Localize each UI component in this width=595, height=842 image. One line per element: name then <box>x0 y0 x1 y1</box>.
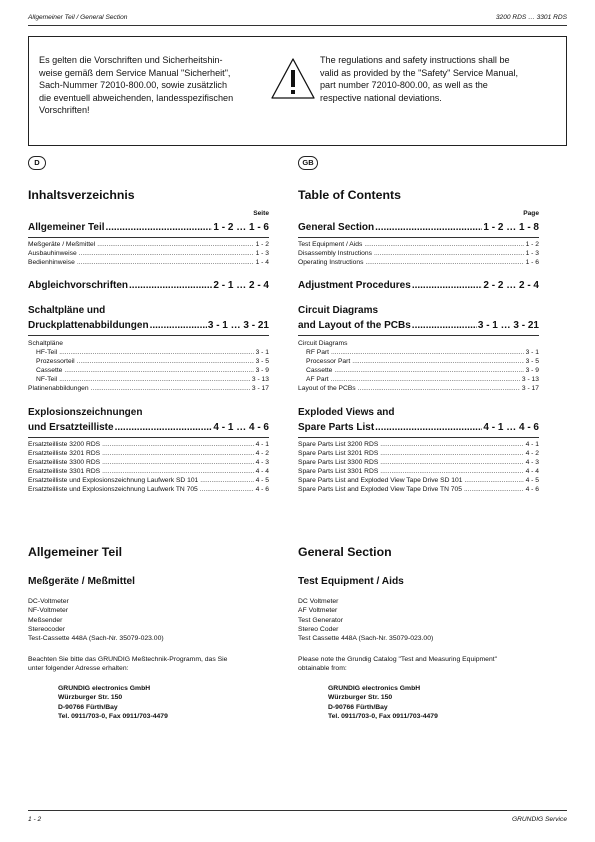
toc-row <box>298 220 539 238</box>
text-line: Vorschriften! <box>39 105 90 116</box>
section-title-de: Allgemeiner Teil <box>28 545 123 559</box>
list-item <box>28 440 269 449</box>
list-item <box>298 240 539 249</box>
page-reference: 4 - 4 <box>525 468 539 476</box>
text-line: D-90766 Fürth/Bay <box>328 703 388 711</box>
toc-row <box>28 303 269 318</box>
catalog-note-de <box>28 655 269 674</box>
text-line: D-90766 Fürth/Bay <box>58 703 118 711</box>
leader-dots <box>150 318 207 333</box>
text-line: The regulations and safety instructions shall be <box>320 55 510 65</box>
list-item <box>28 366 269 375</box>
page-reference: 3 - 5 <box>255 358 269 366</box>
toc-subitems-1-de <box>28 240 269 267</box>
page-reference: 4 - 1 <box>525 441 539 448</box>
page-reference: 3 - 17 <box>251 385 269 393</box>
list-item <box>28 458 269 467</box>
toc-subitems-4-gb <box>298 440 539 495</box>
leader-dots <box>374 249 524 258</box>
leader-dots <box>106 220 213 235</box>
list-item <box>28 348 269 357</box>
text-line: Ersatzteilliste und Explosionszeichnung Laufwerk SD 101 <box>28 477 199 485</box>
text-line: Es gelten die Vorschriften und Sicherheitshin- <box>39 55 223 65</box>
list-item <box>298 366 539 375</box>
text-line: Test-Cassette 448A (Sach-Nr. 35079-023.00) <box>28 635 164 643</box>
page-reference: 4 - 6 <box>255 486 269 494</box>
page-number: 1 - 2 <box>28 816 42 823</box>
page-reference: 4 - 2 <box>525 450 539 458</box>
toc-row <box>298 339 539 348</box>
section-subtitle-gb: Test Equipment / Aids <box>298 576 404 587</box>
german-column <box>28 0 269 842</box>
text-line: 3 - 1 … 3 - 21 <box>207 320 269 331</box>
toc-subitems-1-gb <box>298 240 539 267</box>
list-item <box>28 375 269 384</box>
leader-dots <box>334 366 523 375</box>
leader-dots <box>364 240 523 249</box>
text-line: Tel. 0911/703-0, Fax 0911/703-4479 <box>58 712 168 720</box>
leader-dots <box>102 467 254 476</box>
text-line: Abgleichvorschriften <box>28 280 129 291</box>
text-line: AF Part <box>306 376 329 384</box>
page-reference: 1 - 3 <box>255 250 269 258</box>
page-footer <box>28 816 567 823</box>
text-line: GRUNDIG electronics GmbH <box>58 685 151 692</box>
leader-dots <box>91 384 250 393</box>
page-reference: 4 - 4 <box>255 468 269 476</box>
text-line: und Ersatzteilliste <box>28 422 114 433</box>
toc-section-4-de <box>28 405 269 438</box>
list-item <box>28 449 269 458</box>
page-reference: 4 - 3 <box>525 459 539 467</box>
text-line: Cassette <box>306 367 333 375</box>
list-item <box>298 458 539 467</box>
list-item <box>298 384 539 393</box>
text-line: 4 - 1 … 4 - 6 <box>483 422 539 433</box>
text-line: 3 - 1 … 3 - 21 <box>477 320 539 331</box>
page-column-label-de: Seite <box>253 210 269 217</box>
page-reference: 3 - 1 <box>525 349 539 357</box>
text-line: Spare Parts List 3301 RDS <box>298 468 379 476</box>
text-line: Exploded Views and <box>298 407 395 418</box>
text-line: Sach-Nummer 72010-800.00, sowie zusätzlich <box>39 80 228 91</box>
text-line: Please note the Grundig Catalog "Test and Measuring Equipment" <box>298 656 498 663</box>
list-item <box>298 348 539 357</box>
list-item <box>28 485 269 494</box>
text-line: Beachten Sie bitte das GRUNDIG Meßtechnik-Programm, das Sie <box>28 656 228 663</box>
text-line: Circuit Diagrams <box>298 305 379 316</box>
text-line: HF-Teil <box>36 349 58 357</box>
toc-row <box>28 278 269 293</box>
toc-row <box>298 420 539 438</box>
address-block-gb <box>328 684 438 721</box>
page-reference: 4 - 5 <box>525 477 539 485</box>
toc-section-2-gb <box>298 278 539 293</box>
toc-row <box>28 318 269 336</box>
text-line: Tel. 0911/703-0, Fax 0911/703-4479 <box>328 712 438 720</box>
leader-dots <box>331 375 520 384</box>
page-reference: 1 - 2 <box>525 241 539 248</box>
address-block-de <box>58 684 168 721</box>
text-line: Würzburger Str. 150 <box>328 694 393 702</box>
leader-dots <box>464 476 523 485</box>
text-line: unter folgender Adresse erhalten: <box>28 665 129 673</box>
list-item <box>298 440 539 449</box>
language-badge-gb: GB <box>298 156 318 170</box>
text-line: Spare Parts List 3200 RDS <box>298 441 379 448</box>
text-line: Allgemeiner Teil <box>28 222 105 233</box>
leader-dots <box>129 278 212 293</box>
list-item <box>28 467 269 476</box>
footer-rule <box>28 810 567 811</box>
list-item <box>28 258 269 267</box>
toc-section-3-de <box>28 303 269 336</box>
toc-title-de: Inhaltsverzeichnis <box>28 188 135 202</box>
header-left: Allgemeiner Teil / General Section <box>28 14 128 21</box>
text-line: respective national deviations. <box>320 92 442 103</box>
text-line: Ersatzteilliste 3300 RDS <box>28 459 101 467</box>
header-right: 3200 RDS … 3301 RDS <box>495 14 567 21</box>
page-reference: 3 - 17 <box>521 385 539 393</box>
leader-dots <box>464 485 524 494</box>
leader-dots <box>358 384 520 393</box>
text-line: Test Generator <box>298 616 343 624</box>
text-line: General Section <box>298 222 375 233</box>
leader-dots <box>375 220 482 235</box>
toc-row <box>298 303 539 318</box>
equipment-list-gb <box>298 597 539 643</box>
text-line: 1 - 2 … 1 - 8 <box>483 222 539 233</box>
page-reference: 4 - 3 <box>255 459 269 467</box>
text-line: Ersatzteilliste und Explosionszeichnung Laufwerk TN 705 <box>28 486 198 494</box>
leader-dots <box>64 366 253 375</box>
text-line: DC-Voltmeter <box>28 598 69 605</box>
text-line: Spare Parts List and Exploded View Tape Drive TN 705 <box>298 486 462 494</box>
page-reference: 3 - 9 <box>255 367 269 375</box>
toc-subitems-3-de <box>28 339 269 394</box>
text-line: Spare Parts List 3300 RDS <box>298 459 379 467</box>
leader-dots <box>331 348 524 357</box>
page-reference: 1 - 6 <box>525 259 539 267</box>
toc-row <box>298 318 539 336</box>
page-reference: 4 - 2 <box>255 450 269 458</box>
toc-title-gb: Table of Contents <box>298 188 401 202</box>
page-reference: 4 - 6 <box>525 486 539 494</box>
leader-dots <box>77 258 254 267</box>
page-reference: 3 - 5 <box>525 358 539 366</box>
text-line: 1 - 2 … 1 - 6 <box>213 222 269 233</box>
text-line: Schaltpläne <box>28 340 63 347</box>
text-line: part number 72010-800.00, as well as the <box>320 80 488 91</box>
toc-section-3-gb <box>298 303 539 336</box>
text-line: Layout of the PCBs <box>298 385 356 393</box>
text-line: NF-Voltmeter <box>28 607 69 615</box>
language-badge-de: D <box>28 156 46 170</box>
toc-section-1-de <box>28 220 269 238</box>
english-column <box>298 0 539 842</box>
toc-subitems-4-de <box>28 440 269 495</box>
page-reference: 3 - 13 <box>251 376 269 384</box>
text-line: Spare Parts List and Exploded View Tape Drive SD 101 <box>298 477 463 485</box>
list-item <box>28 249 269 258</box>
catalog-note-gb <box>298 655 539 674</box>
section-title-gb: General Section <box>298 545 392 559</box>
leader-dots <box>102 449 254 458</box>
text-line: Operating Instructions <box>298 259 364 267</box>
list-item <box>28 384 269 393</box>
toc-row <box>28 339 269 348</box>
toc-section-4-gb <box>298 405 539 438</box>
page-reference: 1 - 3 <box>525 250 539 258</box>
page-reference: 4 - 5 <box>255 477 269 485</box>
text-line: 4 - 1 … 4 - 6 <box>213 422 269 433</box>
text-line: Test Equipment / Aids <box>298 241 363 248</box>
list-item <box>28 476 269 485</box>
leader-dots <box>59 375 250 384</box>
leader-dots <box>380 458 523 467</box>
page-reference: 1 - 2 <box>255 241 269 248</box>
text-line: and Layout of the PCBs <box>298 320 411 331</box>
list-item <box>298 357 539 366</box>
page-reference: 1 - 4 <box>255 259 269 267</box>
text-line: Spare Parts List <box>298 422 375 433</box>
text-line: Stereo Coder <box>298 625 339 633</box>
text-line: valid as provided by the "Safety" Service Manual, <box>320 67 519 78</box>
list-item <box>298 375 539 384</box>
list-item <box>28 240 269 249</box>
page-reference: 4 - 1 <box>255 441 269 448</box>
leader-dots <box>115 420 213 435</box>
text-line: Explosionszeichnungen <box>28 407 143 418</box>
text-line: Prozessorteil <box>36 358 75 366</box>
text-line: obtainable from: <box>298 665 347 673</box>
text-line: Platinenabbildungen <box>28 385 89 393</box>
page-reference: 3 - 9 <box>525 367 539 375</box>
text-line: weise gemäß dem Service Manual "Sicherheit", <box>39 67 231 78</box>
toc-section-1-gb <box>298 220 539 238</box>
equipment-list-de <box>28 597 269 643</box>
text-line: Würzburger Str. 150 <box>58 694 123 702</box>
text-line: Adjustment Procedures <box>298 280 411 291</box>
text-line: Ersatzteilliste 3301 RDS <box>28 468 101 476</box>
list-item <box>298 449 539 458</box>
leader-dots <box>412 318 477 333</box>
text-line: NF-Teil <box>36 376 58 384</box>
leader-dots <box>380 449 523 458</box>
text-line: Ersatzteilliste 3201 RDS <box>28 450 101 458</box>
list-item <box>298 485 539 494</box>
list-item <box>298 476 539 485</box>
toc-row <box>28 220 269 238</box>
page-reference: 3 - 13 <box>521 376 539 384</box>
toc-row <box>28 405 269 420</box>
leader-dots <box>380 440 523 449</box>
leader-dots <box>200 476 253 485</box>
leader-dots <box>375 420 482 435</box>
leader-dots <box>77 357 254 366</box>
text-line: Bedienhinweise <box>28 259 75 267</box>
footer-brand: GRUNDIG Service <box>512 816 567 823</box>
text-line: 2 - 2 … 2 - 4 <box>483 280 539 291</box>
leader-dots <box>412 278 483 293</box>
text-line: Schaltpläne und <box>28 305 106 316</box>
text-line: Disassembly Instructions <box>298 250 372 258</box>
text-line: Test Cassette 448A (Sach-Nr. 35079-023.00) <box>298 635 434 643</box>
toc-row <box>298 405 539 420</box>
toc-row <box>298 278 539 293</box>
leader-dots <box>102 458 254 467</box>
text-line: Cassette <box>36 367 63 375</box>
text-line: AF Voltmeter <box>298 607 338 615</box>
list-item <box>298 467 539 476</box>
list-item <box>298 249 539 258</box>
toc-section-2-de <box>28 278 269 293</box>
list-item <box>298 258 539 267</box>
text-line: Processor Part <box>306 358 351 366</box>
text-line: Stereocoder <box>28 625 66 633</box>
leader-dots <box>97 240 253 249</box>
leader-dots <box>79 249 254 258</box>
toc-row <box>28 420 269 438</box>
text-line: Ersatzteilliste 3200 RDS <box>28 441 101 448</box>
page-reference: 3 - 1 <box>255 349 269 357</box>
leader-dots <box>59 348 253 357</box>
toc-subitems-3-gb <box>298 339 539 394</box>
text-line: Meßsender <box>28 616 63 624</box>
text-line: Druckplattenabbildungen <box>28 320 149 331</box>
page-column-label-gb: Page <box>523 210 539 217</box>
leader-dots <box>200 485 254 494</box>
text-line: Circuit Diagrams <box>298 340 348 347</box>
list-item <box>28 357 269 366</box>
text-line: 2 - 1 … 2 - 4 <box>213 280 269 291</box>
text-line: DC Voltmeter <box>298 598 339 605</box>
leader-dots <box>365 258 523 267</box>
leader-dots <box>380 467 523 476</box>
text-line: die eventuell abweichenden, landesspezifischen <box>39 92 234 103</box>
text-line: GRUNDIG electronics GmbH <box>328 685 421 692</box>
text-line: Ausbauhinweise <box>28 250 77 258</box>
text-line: Meßgeräte / Meßmittel <box>28 241 96 248</box>
leader-dots <box>102 440 254 449</box>
leader-dots <box>352 357 523 366</box>
text-line: Spare Parts List 3201 RDS <box>298 450 379 458</box>
section-subtitle-de: Meßgeräte / Meßmittel <box>28 576 135 587</box>
text-line: RF Part <box>306 349 330 357</box>
